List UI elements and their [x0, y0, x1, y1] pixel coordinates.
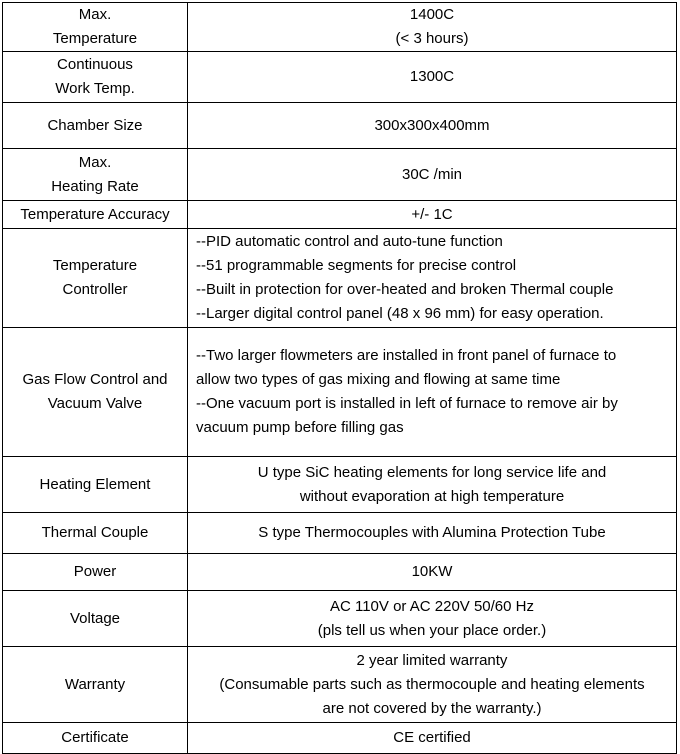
- label-line: Vacuum Valve: [47, 395, 143, 412]
- label-line: Power: [73, 563, 117, 580]
- value-line: (< 3 hours): [395, 30, 469, 47]
- row-label: [3, 554, 188, 591]
- table-row-gas-flow-control: [3, 328, 677, 457]
- row-label: [3, 513, 188, 554]
- label-line: Temperature: [52, 30, 138, 47]
- row-value: [188, 591, 677, 647]
- row-label: [3, 647, 188, 723]
- table-row-temperature-controller: [3, 229, 677, 328]
- label-line: Max.: [78, 6, 112, 23]
- value-line: (Consumable parts such as thermocouple and heating elements: [219, 675, 645, 693]
- label-line: Chamber Size: [47, 116, 143, 134]
- value-line: allow two types of gas mixing and flowing at same time: [196, 371, 561, 388]
- row-value: [188, 457, 677, 513]
- row-value: [188, 328, 677, 457]
- table-row-chamber-size: [3, 103, 677, 149]
- label-line: Voltage: [69, 609, 121, 627]
- value-line: --One vacuum port is installed in left of furnace to remove air by: [196, 395, 618, 412]
- table-row-heating-element: [3, 457, 677, 513]
- value-line: AC 110V or AC 220V 50/60 Hz: [329, 597, 534, 615]
- row-value: [188, 3, 677, 52]
- value-line: +/- 1C: [411, 205, 453, 223]
- value-line: 30C /min: [401, 165, 463, 183]
- value-line: without evaporation at high temperature: [299, 487, 565, 505]
- spec-table: [2, 2, 677, 754]
- label-line: Gas Flow Control and: [22, 371, 168, 388]
- row-value: [188, 723, 677, 754]
- value-line: 1300C: [409, 68, 455, 85]
- table-row-power: [3, 554, 677, 591]
- row-value: [188, 201, 677, 229]
- table-row-warranty: [3, 647, 677, 723]
- value-line: U type SiC heating elements for long service life and: [257, 463, 607, 481]
- row-label: [3, 103, 188, 149]
- value-line: --Larger digital control panel (48 x 96 mm) for easy operation.: [196, 305, 604, 322]
- row-label: [3, 201, 188, 229]
- value-line: --51 programmable segments for precise control: [196, 257, 517, 274]
- label-line: Temperature Accuracy: [20, 205, 170, 223]
- label-line: Warranty: [64, 675, 126, 693]
- value-line: 1400C: [409, 6, 455, 23]
- row-value: [188, 513, 677, 554]
- label-line: Heating Element: [39, 475, 151, 493]
- table-row-max-temperature: [3, 3, 677, 52]
- value-line: vacuum pump before filling gas: [196, 419, 404, 436]
- row-value: [188, 229, 677, 328]
- label-line: Temperature: [52, 257, 138, 274]
- table-row-certificate: [3, 723, 677, 754]
- value-line: --Built in protection for over-heated and broken Thermal couple: [196, 281, 614, 298]
- value-line: 10KW: [411, 563, 453, 580]
- row-label: [3, 3, 188, 52]
- row-label: [3, 149, 188, 201]
- table-row-voltage: [3, 591, 677, 647]
- row-value: [188, 554, 677, 591]
- value-line: 300x300x400mm: [374, 116, 490, 134]
- row-label: [3, 52, 188, 103]
- label-line: Continuous: [57, 56, 133, 73]
- row-label: [3, 229, 188, 328]
- value-line: CE certified: [393, 729, 471, 746]
- label-line: Max.: [78, 153, 112, 171]
- value-line: S type Thermocouples with Alumina Protection Tube: [258, 524, 606, 541]
- table-row-thermal-couple: [3, 513, 677, 554]
- value-line: --PID automatic control and auto-tune function: [196, 233, 503, 250]
- row-label: [3, 328, 188, 457]
- label-line: Work Temp.: [55, 80, 135, 97]
- value-line: --Two larger flowmeters are installed in front panel of furnace to: [196, 347, 617, 364]
- value-line: 2 year limited warranty: [356, 651, 508, 669]
- row-value: [188, 103, 677, 149]
- label-line: Heating Rate: [51, 177, 139, 195]
- row-label: [3, 457, 188, 513]
- row-label: [3, 723, 188, 754]
- row-label: [3, 591, 188, 647]
- table-row-continuous-work-temp: [3, 52, 677, 103]
- label-line: Controller: [62, 281, 128, 298]
- row-value: [188, 149, 677, 201]
- label-line: Certificate: [61, 729, 129, 746]
- value-line: are not covered by the warranty.): [322, 699, 542, 717]
- value-line: (pls tell us when your place order.): [317, 621, 547, 639]
- row-value: [188, 647, 677, 723]
- table-row-temperature-accuracy: [3, 201, 677, 229]
- label-line: Thermal Couple: [41, 524, 149, 541]
- row-value: [188, 52, 677, 103]
- table-row-max-heating-rate: [3, 149, 677, 201]
